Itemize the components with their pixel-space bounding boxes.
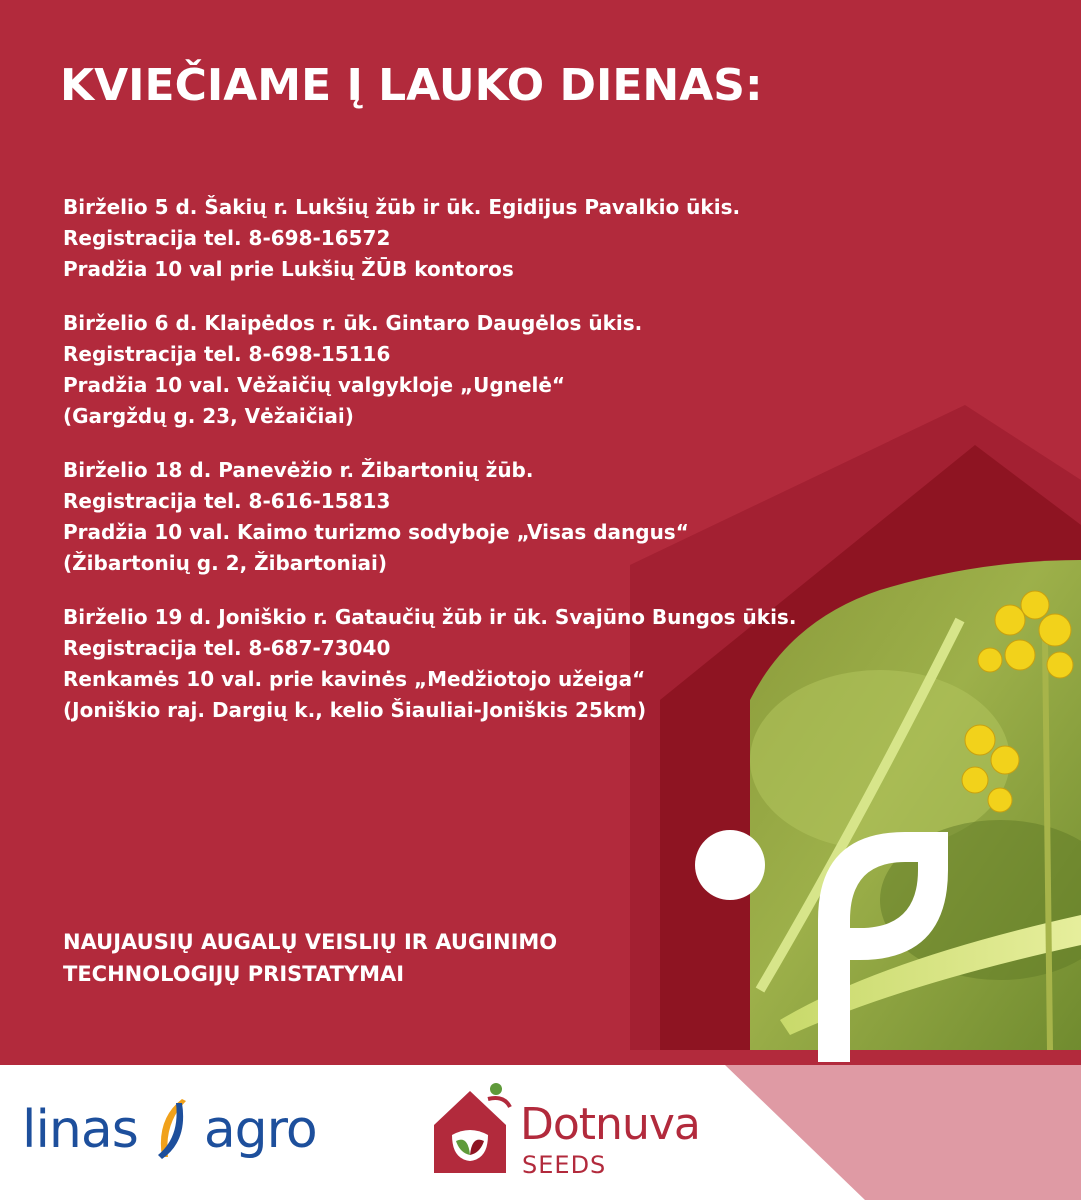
event-start: Renkamės 10 val. prie kavinės „Medžiotojo užeiga“	[63, 667, 646, 691]
event-date-location: Birželio 6 d. Klaipėdos r. ūk. Gintaro Daugėlos ūkis.	[63, 311, 643, 335]
linas-agro-logo	[22, 1095, 317, 1165]
event-start: Pradžia 10 val. Vėžaičių valgykloje „Ugnelė“	[63, 373, 566, 397]
event-date-location: Birželio 19 d. Joniškio r. Gataučių žūb ir ūk. Svajūno Bungos ūkis.	[63, 605, 797, 629]
dotnuva-seeds-logo	[430, 1077, 720, 1187]
event-item	[63, 308, 923, 432]
event-item	[63, 455, 923, 579]
event-date-location: Birželio 18 d. Panevėžio r. Žibartonių žūb.	[63, 458, 534, 482]
event-item	[63, 602, 923, 726]
event-date-location: Birželio 5 d. Šakių r. Lukšių žūb ir ūk. Egidijus Pavalkio ūkis.	[63, 195, 741, 219]
footer-logos	[0, 1065, 1081, 1200]
event-registration: Registracija tel. 8-616-15813	[63, 489, 391, 513]
event-start: Pradžia 10 val prie Lukšių ŽŪB kontoros	[63, 257, 514, 281]
event-registration: Registracija tel. 8-698-15116	[63, 342, 391, 366]
event-registration: Registracija tel. 8-687-73040	[63, 636, 391, 660]
seed-house-icon	[430, 1077, 514, 1187]
swoosh-icon	[152, 1097, 192, 1163]
dotnuva-sub: SEEDS	[522, 1151, 607, 1179]
tagline	[63, 926, 557, 990]
event-list	[63, 192, 923, 749]
linas-word: linas	[22, 1100, 138, 1160]
event-registration: Registracija tel. 8-698-16572	[63, 226, 391, 250]
event-address: (Joniškio raj. Dargių k., kelio Šiauliai-Joniškis 25km)	[63, 698, 647, 722]
event-address: (Gargždų g. 23, Vėžaičiai)	[63, 404, 354, 428]
dotnuva-name: Dotnuva	[520, 1099, 700, 1150]
event-item	[63, 192, 923, 285]
tagline-line-2: TECHNOLOGIJŲ PRISTATYMAI	[63, 962, 405, 986]
agro-word: agro	[203, 1100, 317, 1160]
tagline-line-1: NAUJAUSIŲ AUGALŲ VEISLIŲ IR AUGINIMO	[63, 930, 558, 954]
page-title: KVIEČIAME Į LAUKO DIENAS:	[60, 60, 763, 111]
event-start: Pradžia 10 val. Kaimo turizmo sodyboje „Visas dangus“	[63, 520, 689, 544]
event-address: (Žibartonių g. 2, Žibartoniai)	[63, 551, 388, 575]
